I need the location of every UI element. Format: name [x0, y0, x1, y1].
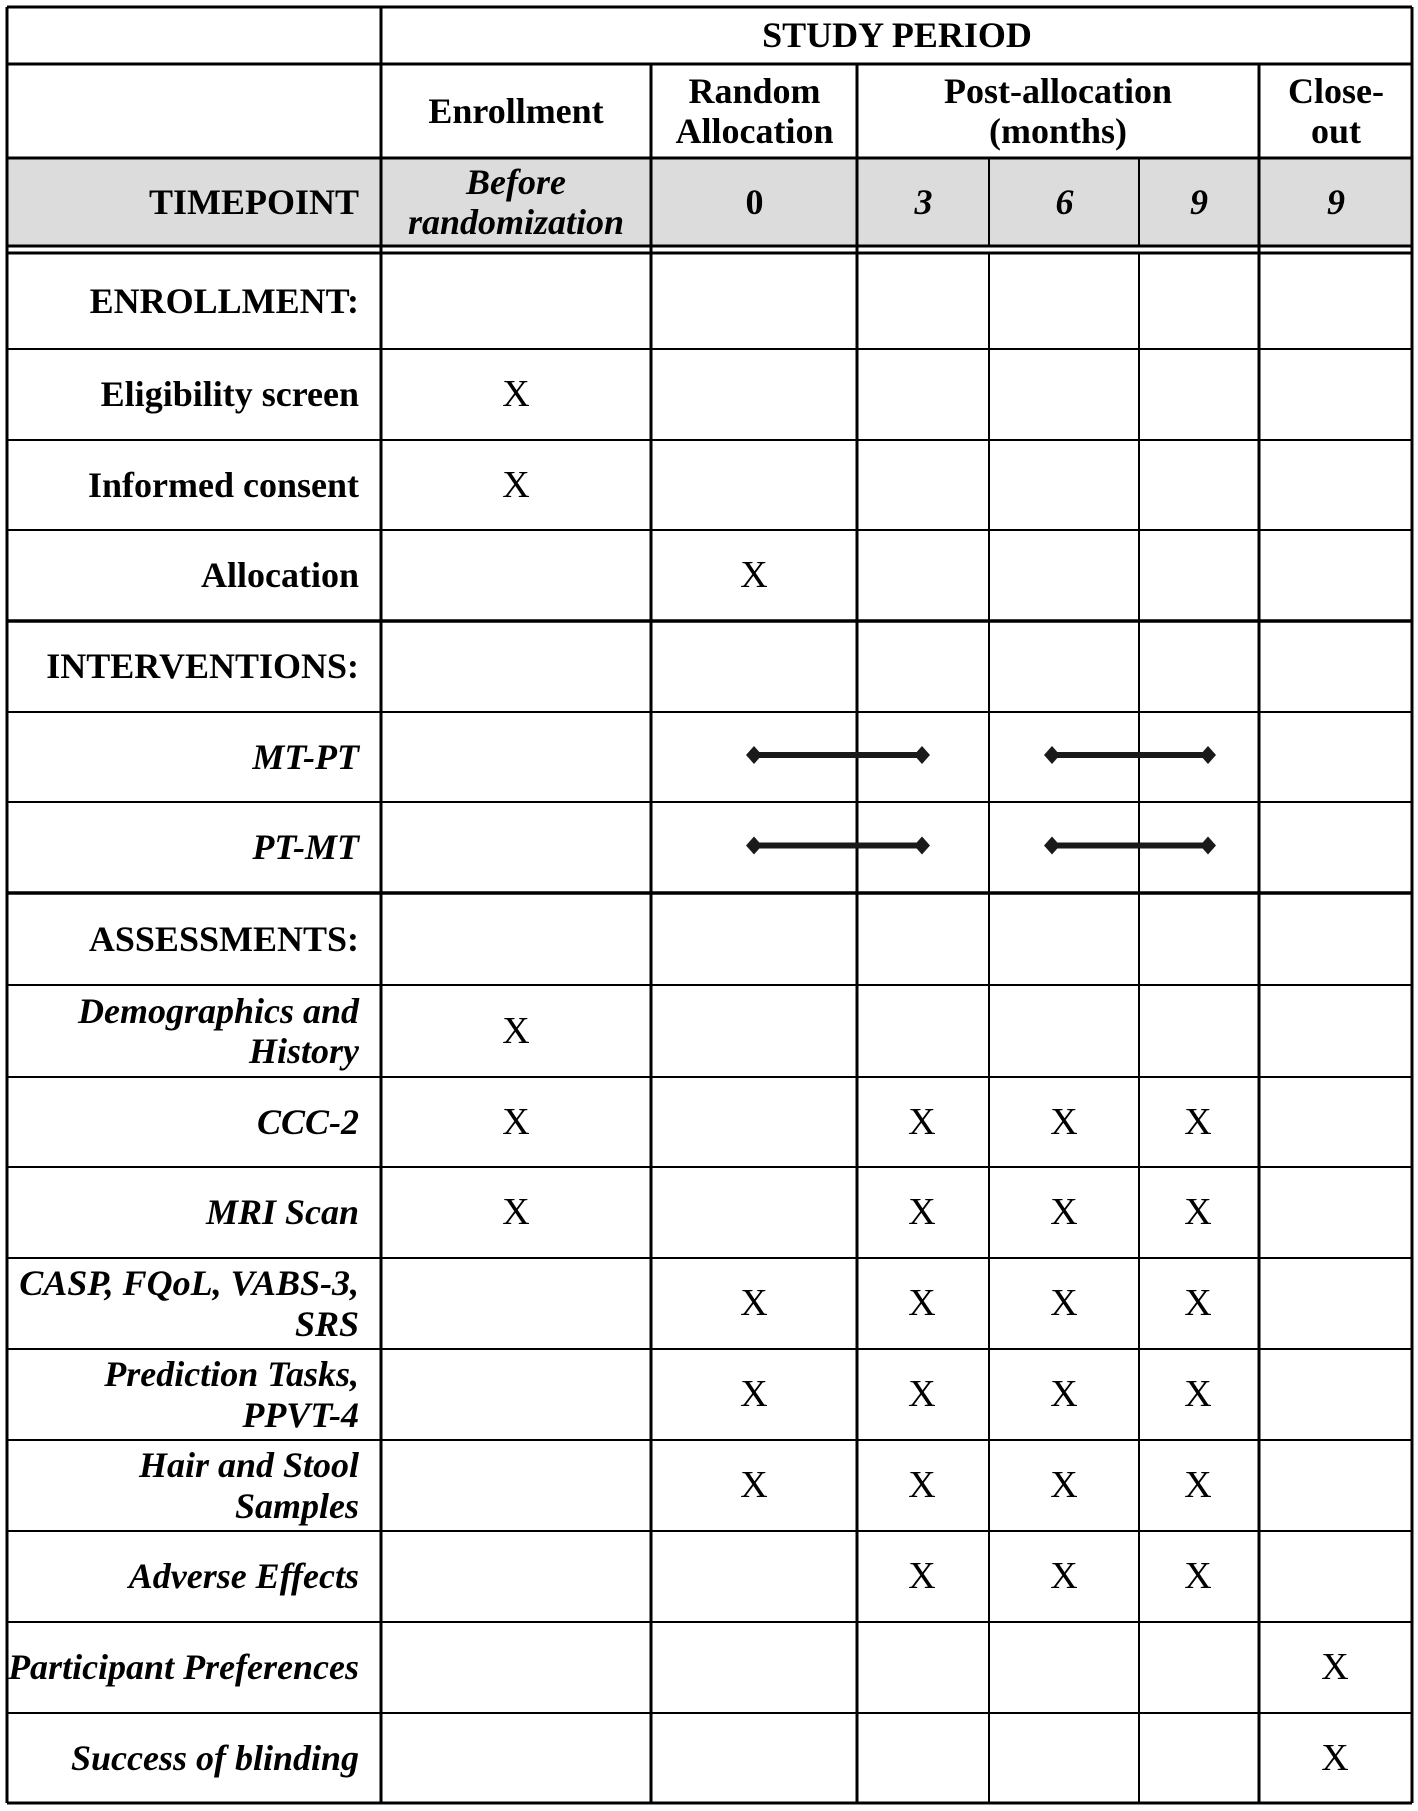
mark-hair-and-stool-samples-col-3: X [1050, 1464, 1078, 1507]
timepoint-before-randomization: Before randomization [407, 161, 625, 242]
mark-success-of-blinding-col-5: X [1321, 1736, 1349, 1779]
row-label-assessments: ASSESSMENTS: [88, 918, 359, 959]
mark-adverse-effects-col-2: X [908, 1555, 936, 1598]
mark-mri-scan-col-2: X [908, 1191, 936, 1234]
mark-participant-preferences-col-5: X [1321, 1646, 1349, 1689]
intervention-bar-mt-pt-0 [746, 746, 930, 764]
mark-hair-and-stool-samples-col-4: X [1184, 1464, 1212, 1507]
mark-casp-fqol-vabs-3-srs-col-2: X [908, 1282, 936, 1325]
timepoint-close-out-9: 9 [1327, 181, 1345, 222]
row-label-adverse-effects: Adverse Effects [128, 1556, 359, 1597]
mark-adverse-effects-col-3: X [1050, 1555, 1078, 1598]
mark-mri-scan-col-3: X [1050, 1191, 1078, 1234]
row-label-hair-and-stool-samples: Hair and Stool Samples [138, 1445, 359, 1526]
mark-prediction-tasks-ppvt-4-col-1: X [740, 1373, 768, 1416]
mark-ccc-2-col-3: X [1050, 1100, 1078, 1143]
intervention-bar-mt-pt-1 [1044, 746, 1216, 764]
mark-adverse-effects-col-4: X [1184, 1555, 1212, 1598]
timepoint-label: TIMEPOINT [148, 181, 359, 222]
row-label-interventions: INTERVENTIONS: [46, 646, 359, 687]
row-label-ccc-2: CCC-2 [256, 1101, 359, 1142]
mark-casp-fqol-vabs-3-srs-col-1: X [740, 1282, 768, 1325]
timepoint-month-3: 3 [914, 181, 933, 222]
mark-ccc-2-col-0: X [502, 1100, 530, 1143]
mark-hair-and-stool-samples-col-1: X [740, 1464, 768, 1507]
row-label-prediction-tasks-ppvt-4: Prediction Tasks, PPVT-4 [104, 1354, 359, 1435]
mark-informed-consent-col-0: X [502, 463, 530, 506]
mark-allocation-col-1: X [740, 554, 768, 597]
phase-enrollment: Enrollment [428, 90, 604, 131]
timepoint-month-6: 6 [1055, 181, 1074, 222]
row-label-demographics-and-history: Demographics and History [77, 990, 359, 1071]
study-period-header: STUDY PERIOD [762, 14, 1032, 55]
mark-mri-scan-col-4: X [1184, 1191, 1212, 1234]
mark-ccc-2-col-2: X [908, 1100, 936, 1143]
mark-prediction-tasks-ppvt-4-col-4: X [1184, 1373, 1212, 1416]
phase-post-allocation: Post-allocation (months) [944, 70, 1172, 151]
row-label-participant-preferences: Participant Preferences [8, 1647, 359, 1688]
mark-eligibility-screen-col-0: X [502, 373, 530, 416]
intervention-bar-pt-mt-0 [746, 837, 930, 855]
timepoint-month-9: 9 [1190, 181, 1208, 222]
row-label-allocation: Allocation [201, 555, 359, 596]
row-label-mt-pt: MT-PT [252, 736, 359, 777]
mark-casp-fqol-vabs-3-srs-col-3: X [1050, 1282, 1078, 1325]
timepoint-month-0: 0 [745, 181, 764, 222]
mark-mri-scan-col-0: X [502, 1191, 530, 1234]
row-label-mri-scan: MRI Scan [205, 1192, 359, 1233]
phase-close-out: Close-out [1288, 70, 1384, 151]
row-label-eligibility-screen: Eligibility screen [100, 374, 359, 415]
mark-prediction-tasks-ppvt-4-col-3: X [1050, 1373, 1078, 1416]
mark-hair-and-stool-samples-col-2: X [908, 1464, 936, 1507]
row-label-enrollment: ENROLLMENT: [89, 280, 359, 321]
row-label-informed-consent: Informed consent [88, 464, 359, 505]
phase-random-allocation: Random Allocation [675, 70, 834, 151]
intervention-bar-pt-mt-1 [1044, 837, 1216, 855]
row-label-casp-fqol-vabs-3-srs: CASP, FQoL, VABS-3, SRS [19, 1263, 359, 1344]
mark-ccc-2-col-4: X [1184, 1100, 1212, 1143]
mark-demographics-and-history-col-0: X [502, 1009, 530, 1052]
row-label-pt-mt: PT-MT [252, 827, 359, 868]
row-label-success-of-blinding: Success of blinding [70, 1737, 359, 1778]
mark-prediction-tasks-ppvt-4-col-2: X [908, 1373, 936, 1416]
mark-casp-fqol-vabs-3-srs-col-4: X [1184, 1282, 1212, 1325]
